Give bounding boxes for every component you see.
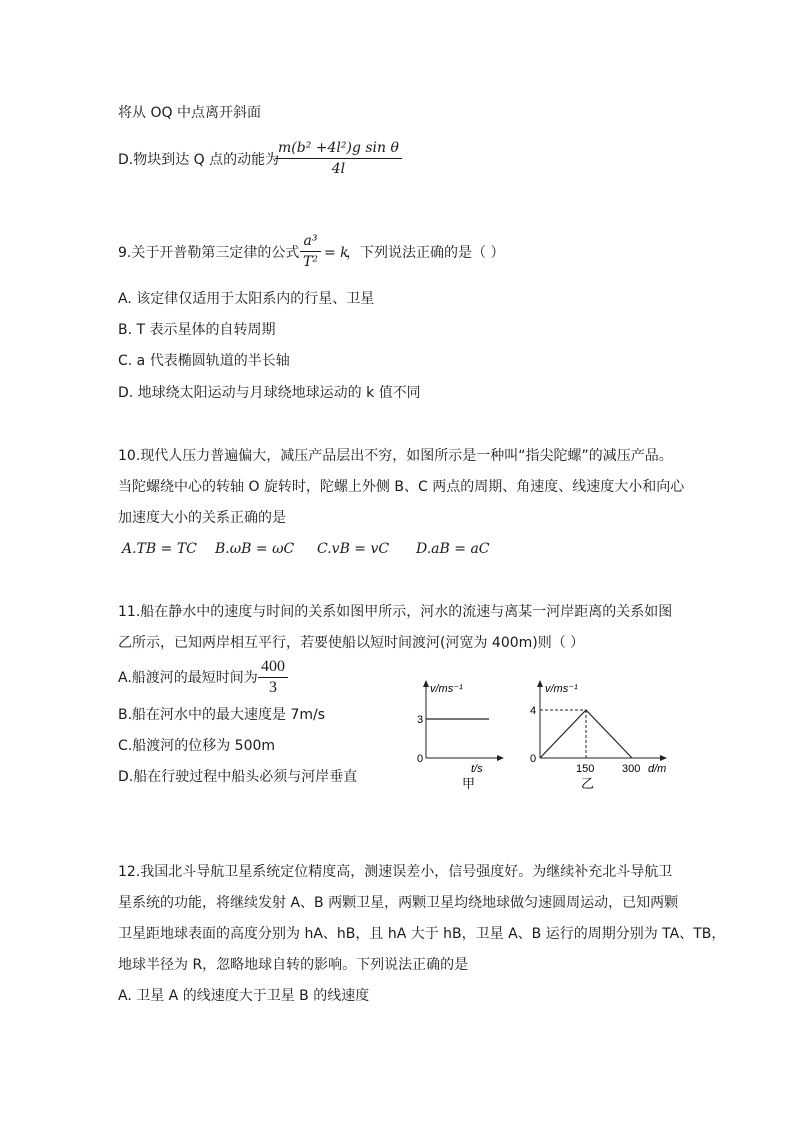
jia-x-label: t/s <box>471 763 483 775</box>
q10-option-a: A.TB = TC <box>122 541 197 557</box>
q9-formula-denominator: T² <box>300 251 321 272</box>
jia-x-arrow-icon <box>497 755 504 761</box>
q12-line4: 地球半径为 R，忽略地球自转的影响。下列说法正确的是 <box>118 957 469 973</box>
q10-line1: 10.现代人压力普遍偏大，减压产品层出不穷，如图所示是一种叫“指尖陀螺”的减压产品。 <box>118 448 673 464</box>
jia-y-tick: 3 <box>417 714 424 726</box>
q11-line2: 乙所示，已知两岸相互平行，若要使船以短时间渡河(河宽为 400m)则（ ） <box>118 635 585 651</box>
q8-formula-denominator: 4l <box>275 158 402 179</box>
q10-option-c: C.vB = vC <box>317 541 390 557</box>
q8-option-d-formula <box>275 138 402 179</box>
yi-y-arrow-icon <box>537 680 543 687</box>
yi-origin: 0 <box>530 753 537 765</box>
yi-x-arrow-icon <box>660 755 667 761</box>
jia-y-arrow-icon <box>423 680 429 687</box>
yi-x-tick-end: 300 <box>622 763 641 775</box>
q11-frac-numerator: 400 <box>261 658 285 675</box>
q11-frac-denominator: 3 <box>258 677 288 698</box>
q11-line1: 11.船在静水中的速度与时间的关系如图甲所示，河水的流速与离某一河岸距离的关系如图 <box>118 604 673 620</box>
q9-option-a: A. 该定律仅适用于太阳系内的行星、卫星 <box>118 291 375 307</box>
q8-option-d-prefix: D.物块到达 Q 点的动能为 <box>118 152 280 168</box>
yi-y-tick: 4 <box>530 705 537 717</box>
q10-line2: 当陀螺绕中心的转轴 O 旋转时，陀螺上外侧 B、C 两点的周期、角速度、线速度大小和向心 <box>118 479 685 495</box>
q9-stem-suffix: ，下列说法正确的是（ ） <box>346 245 505 261</box>
q9-formula-numerator: a³ <box>303 233 318 249</box>
q9-option-c: C. a 代表椭圆轨道的半长轴 <box>118 353 290 369</box>
q11-graph-yi <box>525 676 675 794</box>
yi-x-label: d/m <box>648 763 667 775</box>
q11-graph-jia <box>400 676 510 794</box>
q9-option-b: B. T 表示星体的自转周期 <box>118 322 276 338</box>
q9-kepler-formula <box>300 231 321 272</box>
q11-option-d: D.船在行驶过程中船头必须与河岸垂直 <box>118 769 358 785</box>
q9-stem-prefix: 9.关于开普勒第三定律的公式 <box>118 245 300 261</box>
q10-option-b: B.ωB = ωC <box>215 541 295 557</box>
q11-option-c: C.船渡河的位移为 500m <box>118 738 276 754</box>
q12-line2: 星系统的功能，将继续发射 A、B 两颗卫星，两颗卫星均绕地球做匀速圆周运动，已知两颗 <box>118 895 679 911</box>
q12-option-a: A. 卫星 A 的线速度大于卫星 B 的线速度 <box>118 988 370 1004</box>
jia-caption: 甲 <box>462 776 476 791</box>
q8-tail: 将从 OQ 中点离开斜面 <box>118 105 261 121</box>
jia-origin: 0 <box>417 753 424 765</box>
q12-line3: 卫星距地球表面的高度分别为 hA、hB，且 hA 大于 hB，卫星 A、B 运行的周期分别为 TA、TB， <box>118 926 726 942</box>
yi-caption: 乙 <box>581 776 595 791</box>
q11-option-a-formula <box>258 657 288 698</box>
q11-option-a-prefix: A.船渡河的最短时间为 <box>118 670 258 686</box>
q10-line3: 加速度大小的关系正确的是 <box>118 510 286 526</box>
jia-y-label: v/ms⁻¹ <box>430 683 463 695</box>
q10-option-d: D.aB = aC <box>416 541 490 557</box>
q12-line1: 12.我国北斗导航卫星系统定位精度高，测速误差小，信号强度好。为继续补充北斗导航卫 <box>118 864 673 880</box>
yi-x-tick-mid: 150 <box>576 763 595 775</box>
q8-option-d <box>118 150 279 170</box>
q9-option-d: D. 地球绕太阳运动与月球绕地球运动的 k 值不同 <box>118 385 421 401</box>
q11-option-b: B.船在河水中的最大速度是 7m/s <box>118 707 326 723</box>
q9-formula-eq: = k <box>324 245 349 261</box>
yi-y-label: v/ms⁻¹ <box>545 683 578 695</box>
q8-formula-numerator: m(b² +4l²)g sin θ <box>278 140 399 156</box>
